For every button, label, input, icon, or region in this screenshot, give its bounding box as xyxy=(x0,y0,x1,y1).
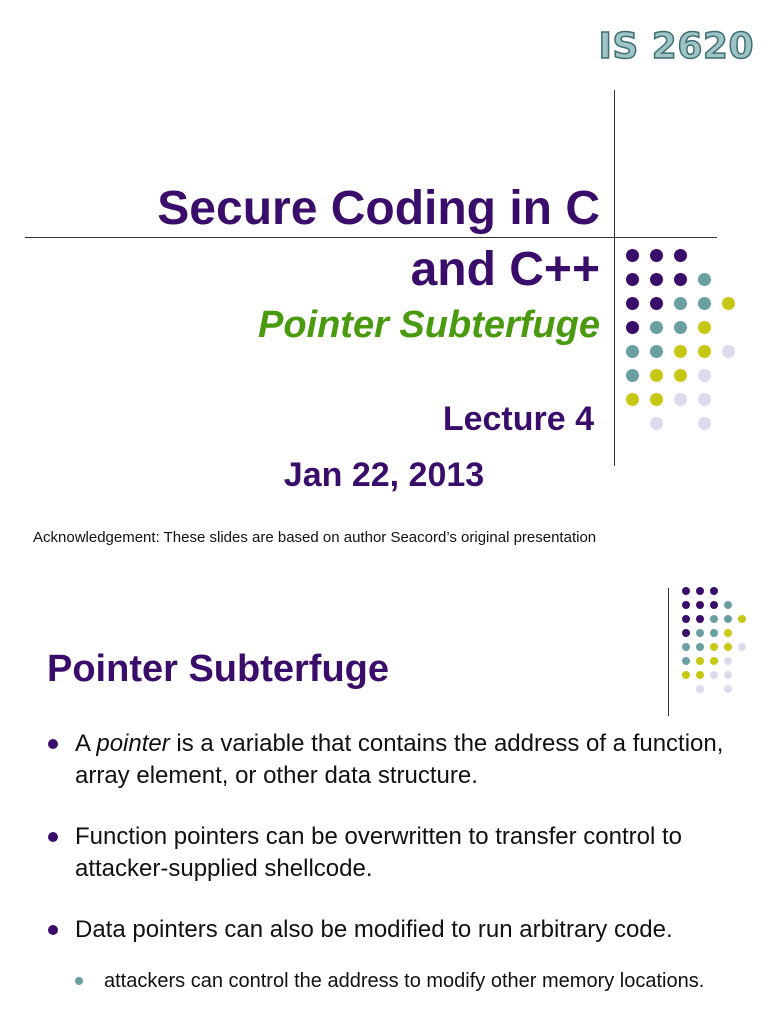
decor-dot xyxy=(710,671,718,679)
decor-dot xyxy=(698,297,711,310)
decor-dot xyxy=(650,393,663,406)
decor-dot xyxy=(650,297,663,310)
decor-dot xyxy=(696,629,704,637)
decor-dot xyxy=(682,615,690,623)
decor-dot xyxy=(674,345,687,358)
decor-dot xyxy=(722,297,735,310)
decor-dot xyxy=(698,417,711,430)
slide-title-line1: Secure Coding in C xyxy=(157,182,600,235)
decor-dot xyxy=(682,587,690,595)
decor-dot xyxy=(696,601,704,609)
decor-dot xyxy=(698,345,711,358)
decor-dot xyxy=(696,657,704,665)
decor-dot xyxy=(710,615,718,623)
decor-dot xyxy=(650,369,663,382)
slide-heading: Pointer Subterfuge xyxy=(47,648,390,690)
decor-dot xyxy=(710,643,718,651)
decor-dot xyxy=(698,321,711,334)
decor-dot xyxy=(674,273,687,286)
decor-dot xyxy=(626,345,639,358)
bullet-list xyxy=(48,728,738,994)
decor-dot xyxy=(650,417,663,430)
decor-dot xyxy=(738,643,746,651)
decor-dot xyxy=(674,321,687,334)
decor-dot xyxy=(710,587,718,595)
decor-dot xyxy=(710,629,718,637)
decor-dot xyxy=(674,249,687,262)
slide-subtitle: Pointer Subterfuge xyxy=(257,304,600,346)
emphasis-term: pointer xyxy=(96,730,170,757)
decor-dot xyxy=(724,629,732,637)
slide-title xyxy=(157,178,600,300)
decor-dot xyxy=(674,369,687,382)
decor-dot xyxy=(682,657,690,665)
decor-dot xyxy=(650,345,663,358)
content-slide xyxy=(0,580,768,1024)
lecture-number: Lecture 4 xyxy=(442,400,594,438)
decor-dot xyxy=(724,615,732,623)
decor-dot xyxy=(738,615,746,623)
decor-dot xyxy=(650,321,663,334)
decor-dot xyxy=(724,685,732,693)
vertical-divider xyxy=(614,90,615,466)
decor-dot xyxy=(724,671,732,679)
dot-grid-decoration xyxy=(681,586,753,700)
course-code: IS 2620 xyxy=(598,26,754,67)
slide-title-line2: and C++ xyxy=(410,243,600,296)
decor-dot xyxy=(682,629,690,637)
decor-dot xyxy=(710,657,718,665)
decor-dot xyxy=(682,671,690,679)
decor-dot xyxy=(710,601,718,609)
decor-dot xyxy=(698,369,711,382)
decor-dot xyxy=(696,643,704,651)
decor-dot xyxy=(650,273,663,286)
decor-dot xyxy=(722,345,735,358)
decor-dot xyxy=(724,657,732,665)
bullet-item: Function pointers can be overwritten to transfer control to attacker-supplied shellcode. xyxy=(48,821,738,885)
decor-dot xyxy=(696,587,704,595)
decor-dot xyxy=(724,643,732,651)
sub-bullet-item: attackers can control the address to modify other memory locations. xyxy=(75,968,738,994)
decor-dot xyxy=(696,671,704,679)
decor-dot xyxy=(698,273,711,286)
vertical-divider xyxy=(668,588,669,716)
decor-dot xyxy=(696,615,704,623)
bullet-item: A pointer is a variable that contains the address of a function, array element, or other data structure. xyxy=(48,728,738,792)
decor-dot xyxy=(696,685,704,693)
decor-dot xyxy=(650,249,663,262)
decor-dot xyxy=(626,393,639,406)
decor-dot xyxy=(626,297,639,310)
decor-dot xyxy=(626,273,639,286)
decor-dot xyxy=(682,601,690,609)
decor-dot xyxy=(682,643,690,651)
bullet-item: Data pointers can also be modified to run arbitrary code. attackers can control the address to modify other memory locations. xyxy=(48,914,738,994)
lecture-date: Jan 22, 2013 xyxy=(283,456,485,494)
decor-dot xyxy=(724,601,732,609)
decor-dot xyxy=(626,321,639,334)
decor-dot xyxy=(626,249,639,262)
dot-grid-decoration xyxy=(625,248,747,440)
decor-dot xyxy=(674,393,687,406)
decor-dot xyxy=(626,369,639,382)
acknowledgement-text: Acknowledgement: These slides are based on author Seacord’s original presentation xyxy=(33,529,597,546)
decor-dot xyxy=(698,393,711,406)
decor-dot xyxy=(674,297,687,310)
